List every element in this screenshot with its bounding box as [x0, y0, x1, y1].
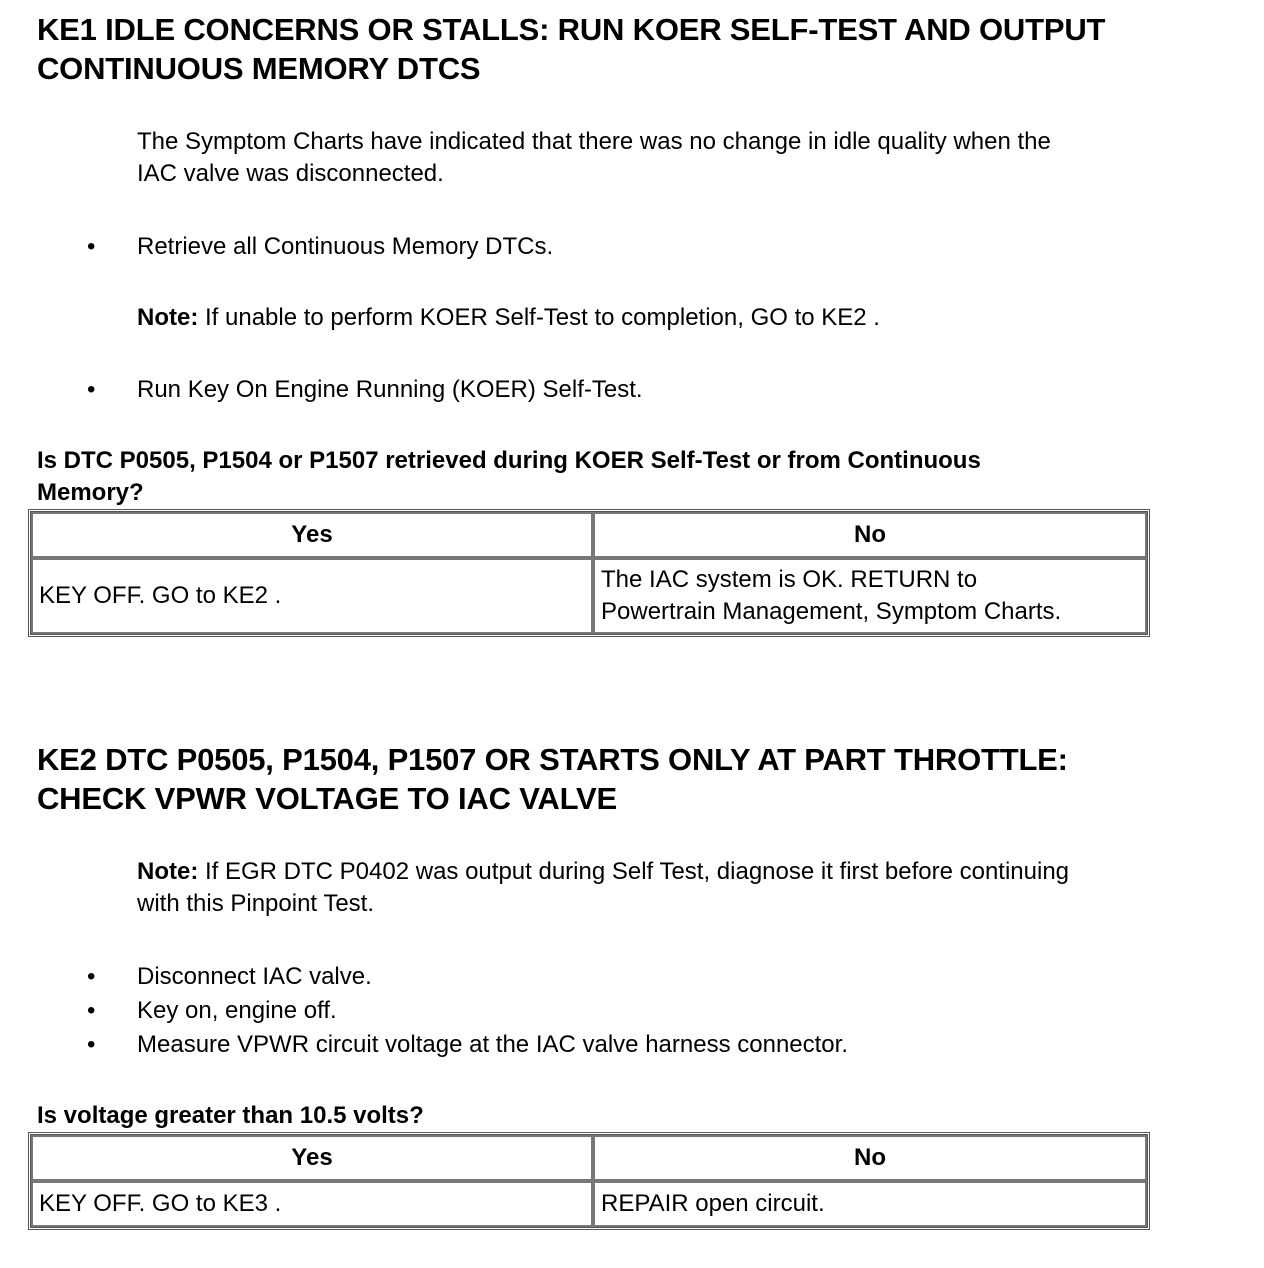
ke1-intro-line2: IAC valve was disconnected. [137, 160, 444, 187]
bullet-icon: • [87, 233, 96, 260]
ke2-bullet-key-on: Key on, engine off. [137, 997, 337, 1024]
ke2-question: Is voltage greater than 10.5 volts? [37, 1102, 424, 1129]
ke2-header-yes: Yes [31, 1135, 593, 1181]
bullet-icon: • [87, 376, 96, 403]
ke1-note-text: If unable to perform KOER Self-Test to completion, GO to KE2 . [198, 304, 880, 331]
ke2-note [137, 856, 1227, 920]
ke1-question-line1: Is DTC P0505, P1504 or P1507 retrieved during KOER Self-Test or from Continuous [37, 447, 981, 474]
ke2-note-label: Note: [137, 858, 199, 885]
ke1-heading-line2: CONTINUOUS MEMORY DTCS [37, 51, 481, 86]
ke1-heading [37, 10, 1237, 88]
ke1-intro [137, 126, 1227, 190]
ke1-no-cell-line2: Powertrain Management, Symptom Charts. [601, 598, 1062, 625]
ke2-decision-table [28, 1132, 1150, 1230]
ke2-note-text-line1: If EGR DTC P0402 was output during Self Test, diagnose it first before continuing [198, 858, 1070, 885]
ke2-heading [37, 740, 1237, 818]
ke1-question [37, 445, 1187, 509]
ke1-intro-line1: The Symptom Charts have indicated that there was no change in idle quality when the [137, 128, 1051, 155]
ke2-no-cell: REPAIR open circuit. [593, 1181, 1147, 1227]
ke2-heading-line1: KE2 DTC P0505, P1504, P1507 OR STARTS ONLY AT PART THROTTLE: [37, 742, 1068, 777]
ke2-bullet-disconnect: Disconnect IAC valve. [137, 963, 372, 990]
ke2-yes-cell: KEY OFF. GO to KE3 . [31, 1181, 593, 1227]
ke1-note-label: Note: [137, 304, 199, 331]
ke1-note [137, 302, 1227, 334]
ke1-decision-table [28, 509, 1150, 637]
ke2-heading-line2: CHECK VPWR VOLTAGE TO IAC VALVE [37, 781, 617, 816]
ke2-bullet-measure: Measure VPWR circuit voltage at the IAC valve harness connector. [137, 1031, 848, 1058]
bullet-icon: • [87, 997, 96, 1024]
ke1-no-cell-line1: The IAC system is OK. RETURN to [601, 566, 978, 593]
ke1-heading-line1: KE1 IDLE CONCERNS OR STALLS: RUN KOER SELF-TEST AND OUTPUT [37, 12, 1106, 47]
ke2-note-text-line2: with this Pinpoint Test. [137, 890, 375, 917]
ke1-bullet-run-koer: Run Key On Engine Running (KOER) Self-Test. [137, 376, 643, 403]
bullet-icon: • [87, 963, 96, 990]
bullet-icon: • [87, 1031, 96, 1058]
ke1-no-cell [593, 558, 1147, 634]
ke1-yes-cell: KEY OFF. GO to KE2 . [31, 558, 593, 634]
ke1-header-yes: Yes [31, 512, 593, 558]
ke1-question-line2: Memory? [37, 479, 144, 506]
ke1-header-no: No [593, 512, 1147, 558]
ke1-bullet-retrieve: Retrieve all Continuous Memory DTCs. [137, 233, 554, 260]
ke2-header-no: No [593, 1135, 1147, 1181]
